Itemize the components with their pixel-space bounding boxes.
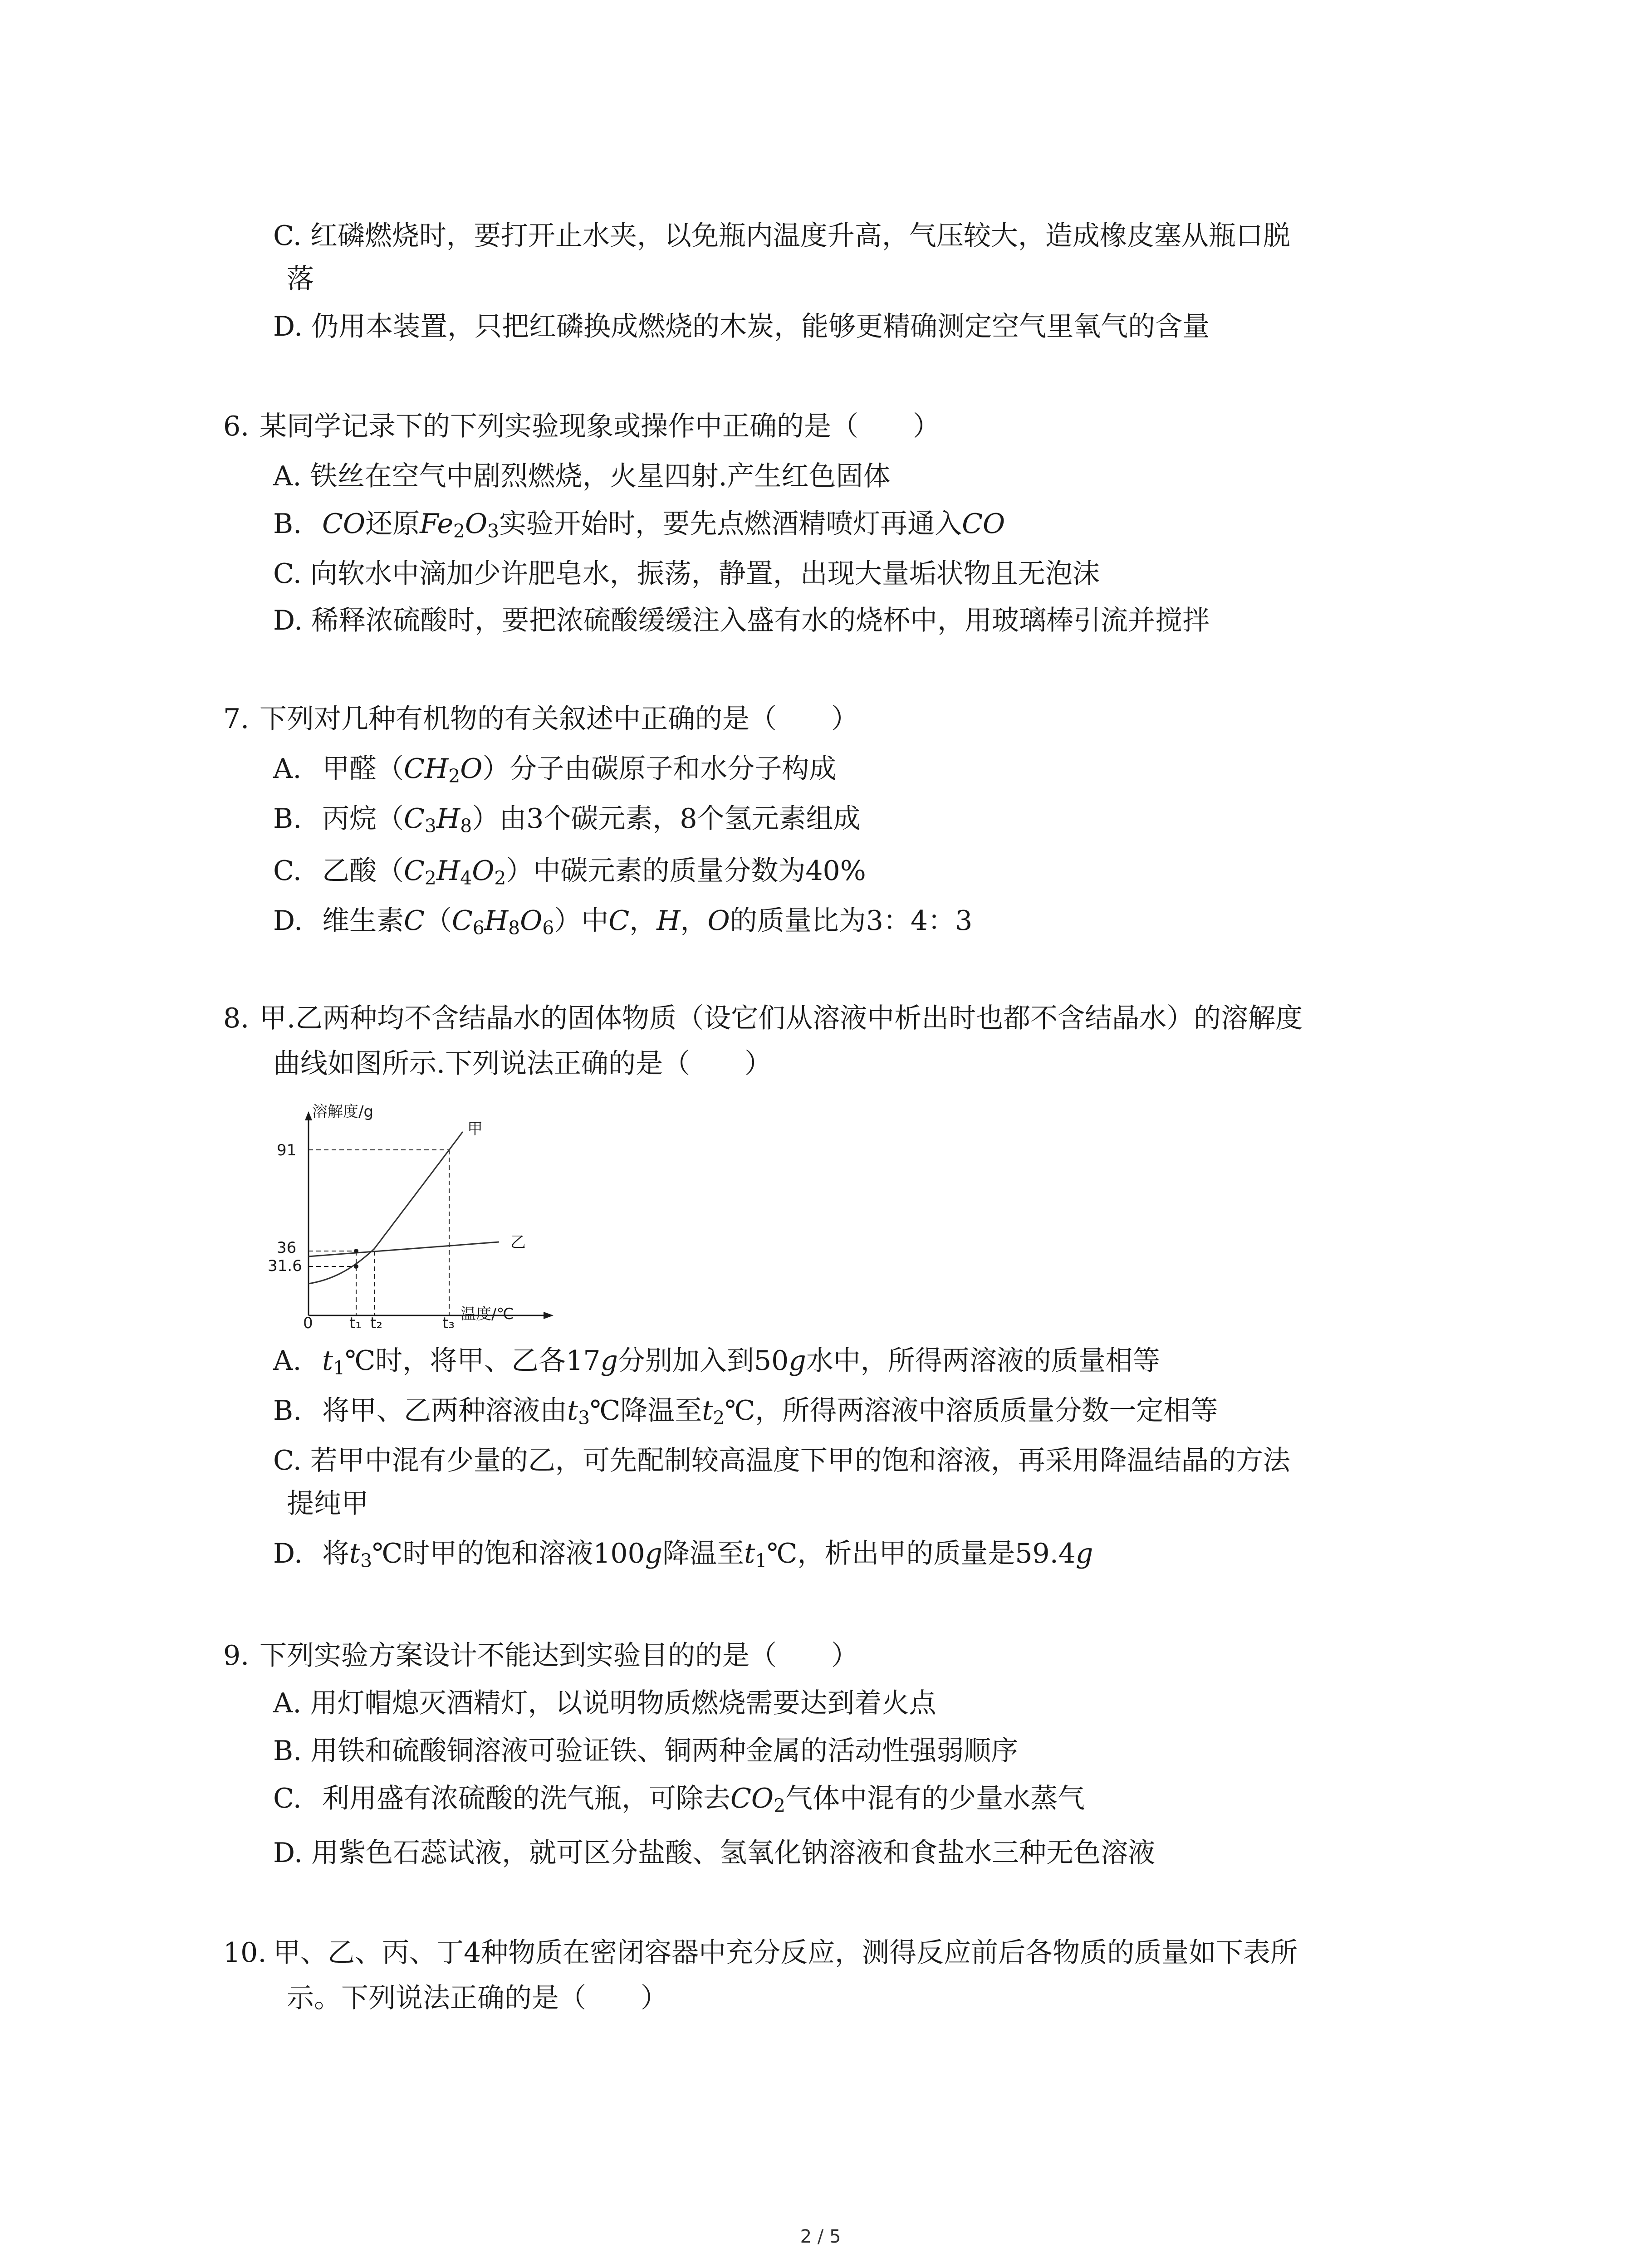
subscript: 2 <box>453 520 465 543</box>
text: ）由3个碳元素，8个氢元素组成 <box>472 803 861 835</box>
q9-option-a: A. 用灯帽熄灭酒精灯，以说明物质燃烧需要达到着火点 <box>273 1687 936 1719</box>
q5-option-c-cont: 落 <box>287 263 314 295</box>
text: ℃时甲的饱和溶液100 <box>372 1538 645 1569</box>
formula: C <box>404 905 425 937</box>
q9-stem-text: 下列实验方案设计不能达到实验目的的是（ ） <box>260 1640 858 1672</box>
q6-number: 6. <box>223 411 250 442</box>
option-label: B. <box>273 1395 302 1427</box>
q6-option-a: A. 铁丝在空气中剧烈燃烧，火星四射.产生红色固体 <box>273 460 891 492</box>
q5-option-d: D. 仍用本装置，只把红磷换成燃烧的木炭，能够更精确测定空气里氧气的含量 <box>273 311 1210 342</box>
formula: t <box>702 1395 713 1427</box>
x-tick-t3: t₃ <box>442 1314 455 1329</box>
formula: CH <box>404 753 449 785</box>
curve-jia <box>309 1132 463 1284</box>
subscript: 1 <box>755 1550 767 1572</box>
option-label: C. <box>273 855 302 887</box>
q7-number: 7. <box>223 703 250 735</box>
formula: t <box>567 1395 578 1427</box>
subscript: 2 <box>448 765 460 787</box>
q7-option-b <box>273 801 861 837</box>
text: 还原 <box>365 508 420 540</box>
q7-stem <box>223 701 858 737</box>
formula: O <box>472 855 495 887</box>
subscript: 6 <box>542 917 554 939</box>
text: 分别加入到50 <box>617 1345 789 1377</box>
formula: C <box>404 855 425 887</box>
text: 甲醛（ <box>322 753 404 785</box>
text: ℃时，将甲、乙各17 <box>345 1345 601 1377</box>
formula: O <box>460 753 483 785</box>
option-label: A. <box>273 753 302 785</box>
text: ）中碳元素的质量分数为40% <box>506 855 866 887</box>
formula: H <box>656 905 681 937</box>
formula: Fe <box>420 508 453 540</box>
curve-yi <box>309 1242 499 1256</box>
label-yi: 乙 <box>510 1233 526 1251</box>
q6-option-c: C. 向软水中滴加少许肥皂水，振荡，静置，出现大量垢状物且无泡沫 <box>273 558 1100 590</box>
label-jia: 甲 <box>467 1120 483 1138</box>
text: 乙酸（ <box>322 855 404 887</box>
subscript: 6 <box>472 917 485 939</box>
q7-option-a <box>273 751 836 787</box>
text: ）分子由碳原子和水分子构成 <box>482 753 837 785</box>
q7-stem-text: 下列对几种有机物的有关叙述中正确的是（ ） <box>260 703 858 735</box>
text: ， <box>680 905 708 937</box>
subscript: 2 <box>494 867 506 890</box>
formula: CO <box>730 1783 774 1814</box>
q8-stem <box>223 1000 1303 1036</box>
formula: O <box>465 508 488 540</box>
page-indicator: 2 / 5 <box>800 2226 841 2247</box>
formula: t <box>744 1538 755 1569</box>
q8-stem-cont: 曲线如图所示.下列说法正确的是（ ） <box>273 1048 772 1080</box>
formula: C <box>451 905 473 937</box>
q8-stem-text: 甲.乙两种均不含结晶水的固体物质（设它们从溶液中析出时也都不含结晶水）的溶解度 <box>260 1002 1303 1034</box>
y-axis-label: 溶解度/g <box>312 1103 374 1121</box>
subscript: 2 <box>774 1795 786 1817</box>
option-label: B. <box>273 508 302 540</box>
formula: g <box>1075 1538 1093 1569</box>
q8-option-b <box>273 1393 1218 1429</box>
point-jia-t1 <box>354 1264 358 1269</box>
formula: t <box>349 1538 361 1569</box>
text: ）中 <box>554 905 609 937</box>
formula: H <box>436 803 460 835</box>
q9-number: 9. <box>223 1640 250 1672</box>
formula: O <box>707 905 730 937</box>
x-axis-label: 温度/℃ <box>460 1305 514 1323</box>
text: 的质量比为3：4：3 <box>730 905 973 937</box>
q8-number: 8. <box>223 1002 250 1034</box>
q10-stem <box>223 1935 1298 1971</box>
subscript: 3 <box>424 815 436 837</box>
q10-stem-cont: 示。下列说法正确的是（ ） <box>287 1982 668 2014</box>
q8-option-a <box>273 1343 1160 1379</box>
text: 实验开始时，要先点燃酒精喷灯再通入 <box>499 508 962 540</box>
option-label: A. <box>273 1345 302 1377</box>
formula: CO <box>962 508 1005 540</box>
subscript: 2 <box>713 1407 725 1429</box>
x-tick-0: 0 <box>303 1314 313 1329</box>
q9-option-c <box>273 1780 1085 1817</box>
q7-option-c <box>273 853 866 889</box>
option-label: D. <box>273 905 303 937</box>
text: 维生素 <box>322 905 404 937</box>
formula: C <box>608 905 630 937</box>
text: 将 <box>322 1538 349 1569</box>
formula: C <box>404 803 425 835</box>
point-yi-t1 <box>354 1249 358 1253</box>
text: 将甲、乙两种溶液由 <box>322 1395 567 1427</box>
q5-option-c: C. 红磷燃烧时，要打开止水夹，以免瓶内温度升高，气压较大，造成橡皮塞从瓶口脱 <box>273 220 1290 252</box>
formula: g <box>600 1345 618 1377</box>
q6-option-b <box>273 506 1005 542</box>
formula: CO <box>322 508 366 540</box>
q7-option-d <box>273 903 972 939</box>
subscript: 2 <box>424 867 436 890</box>
q8-option-c-cont: 提纯甲 <box>287 1488 368 1520</box>
q10-number: 10. <box>223 1937 267 1969</box>
subscript: 3 <box>360 1550 372 1572</box>
text: （ <box>424 905 452 937</box>
q8-option-d <box>273 1535 1093 1572</box>
y-tick-36: 36 <box>277 1239 297 1257</box>
subscript: 3 <box>578 1407 590 1429</box>
q8-option-c: C. 若甲中混有少量的乙，可先配制较高温度下甲的饱和溶液，再采用降温结晶的方法 <box>273 1445 1290 1476</box>
text: ， <box>629 905 657 937</box>
q9-stem <box>223 1637 858 1674</box>
formula: t <box>322 1345 333 1377</box>
formula: g <box>789 1345 806 1377</box>
option-label: C. <box>273 1783 302 1814</box>
y-tick-91: 91 <box>277 1141 297 1159</box>
subscript: 4 <box>460 867 472 890</box>
option-label: D. <box>273 1538 303 1569</box>
subscript: 1 <box>333 1357 345 1379</box>
formula: H <box>484 905 509 937</box>
text: 水中，所得两溶液的质量相等 <box>806 1345 1160 1377</box>
q9-option-b: B. 用铁和硫酸铜溶液可验证铁、铜两种金属的活动性强弱顺序 <box>273 1735 1019 1767</box>
text: 丙烷（ <box>322 803 404 835</box>
formula: g <box>645 1538 663 1569</box>
text: ℃降温至 <box>590 1395 702 1427</box>
q9-option-d: D. 用紫色石蕊试液，就可区分盐酸、氢氧化钠溶液和食盐水三种无色溶液 <box>273 1837 1156 1869</box>
subscript: 8 <box>508 917 520 939</box>
q10-stem-text: 甲、乙、丙、丁4种物质在密闭容器中充分反应，测得反应前后各物质的质量如下表所 <box>273 1937 1298 1969</box>
subscript: 3 <box>487 520 500 543</box>
formula: O <box>520 905 543 937</box>
q6-stem <box>223 408 940 445</box>
y-axis-arrow <box>305 1111 312 1120</box>
x-tick-t1: t₁ <box>349 1314 362 1329</box>
text: ℃，析出甲的质量是59.4 <box>767 1538 1076 1569</box>
text: ℃，所得两溶液中溶质质量分数一定相等 <box>725 1395 1218 1427</box>
q6-option-d: D. 稀释浓硫酸时，要把浓硫酸缓缓注入盛有水的烧杯中，用玻璃棒引流并搅拌 <box>273 605 1210 636</box>
subscript: 8 <box>460 815 472 837</box>
text: 降温至 <box>662 1538 745 1569</box>
y-tick-31-6: 31.6 <box>268 1257 302 1275</box>
text: 气体中混有的少量水蒸气 <box>785 1783 1085 1814</box>
solubility-graph <box>263 1102 572 1329</box>
x-tick-t2: t₂ <box>370 1314 382 1329</box>
formula: H <box>436 855 460 887</box>
x-axis-arrow <box>544 1312 554 1319</box>
option-label: B. <box>273 803 302 835</box>
text: 利用盛有浓硫酸的洗气瓶，可除去 <box>322 1783 730 1814</box>
q6-stem-text: 某同学记录下的下列实验现象或操作中正确的是（ ） <box>260 411 940 442</box>
